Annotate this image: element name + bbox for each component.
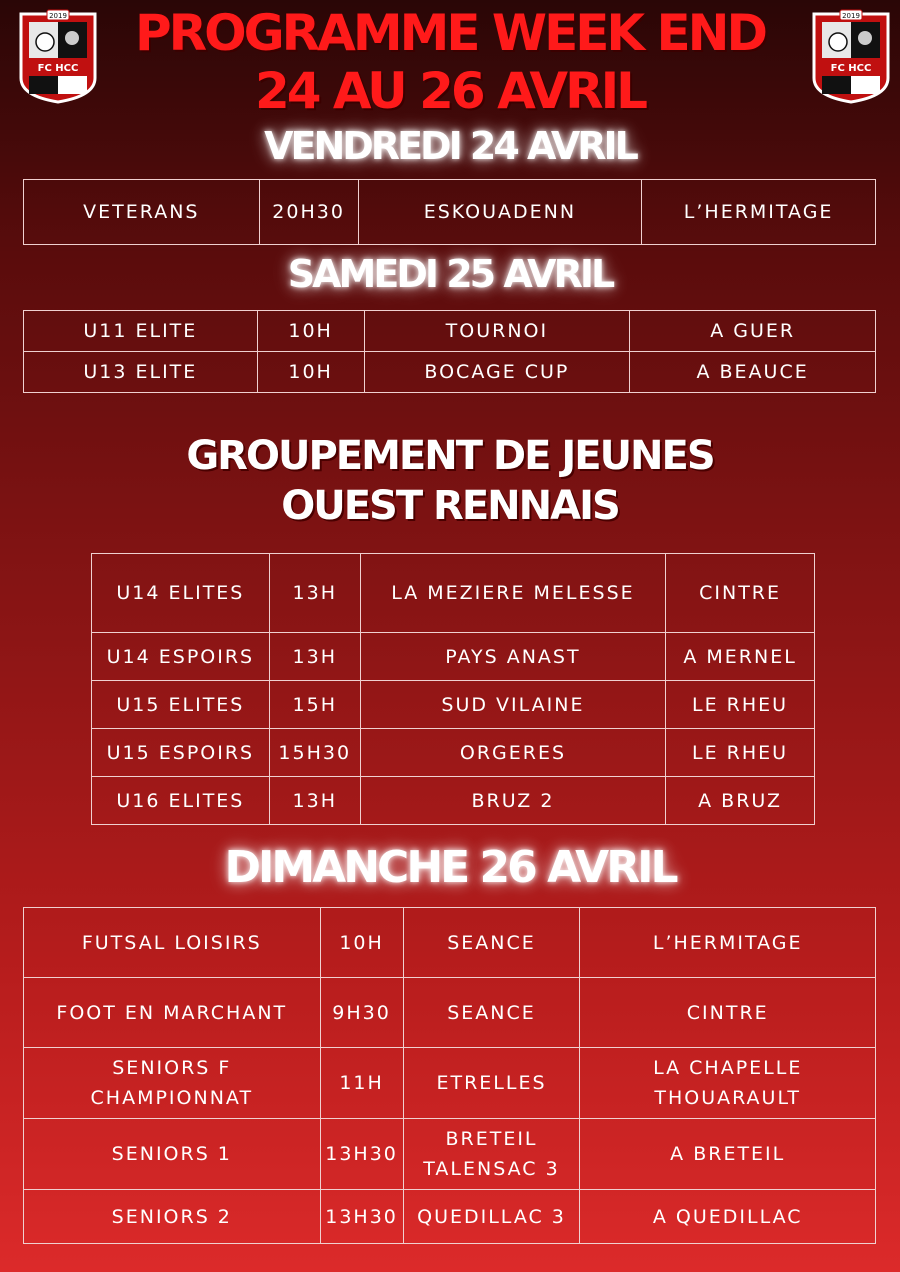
sunday-opponent-cell: QUEDILLAC 3 [403,1190,580,1244]
friday-time-cell: 20H30 [259,180,358,245]
sunday-venue-cell: A QUEDILLAC [580,1190,876,1244]
youth-title-line2: OUEST RENNAIS [281,483,619,529]
saturday-opponent-cell: BOCAGE CUP [364,352,630,393]
youth-team-cell: U14 ESPOIRS [92,633,270,681]
youth-time-cell: 13H [269,777,360,825]
youth-opponent-cell: PAYS ANAST [360,633,665,681]
main-title-line1: PROGRAMME WEEK END [134,4,766,62]
saturday-row [24,311,876,352]
svg-text:FC HCC: FC HCC [830,63,872,74]
sunday-team-cell: SENIORS 1 [24,1119,321,1190]
saturday-table [23,310,876,393]
youth-time-cell: 13H [269,633,360,681]
svg-text:FC HCC: FC HCC [37,63,79,74]
sunday-team-cell: SENIORS F CHAMPIONNAT [24,1048,321,1119]
saturday-venue-cell: A BEAUCE [630,352,876,393]
friday-title: VENDREDI 24 AVRIL [264,124,636,168]
sunday-team-cell: FUTSAL LOISIRS [24,908,321,978]
sunday-team-cell: SENIORS 2 [24,1190,321,1244]
sunday-venue-cell: A BRETEIL [580,1119,876,1190]
sunday-row [24,1048,876,1119]
sunday-opponent-cell: SEANCE [403,908,580,978]
sunday-time-cell: 11H [320,1048,403,1119]
saturday-team-cell: U13 ELITE [24,352,258,393]
sunday-time-cell: 9H30 [320,978,403,1048]
youth-venue-cell: A MERNEL [666,633,815,681]
youth-row [92,633,815,681]
saturday-venue-cell: A GUER [630,311,876,352]
sunday-time-cell: 13H30 [320,1119,403,1190]
sunday-opponent-cell: BRETEIL TALENSAC 3 [403,1119,580,1190]
youth-team-cell: U15 ESPOIRS [92,729,270,777]
saturday-time-cell: 10H [257,352,364,393]
youth-row [92,777,815,825]
saturday-row [24,352,876,393]
friday-table [23,179,876,245]
youth-title-line1: GROUPEMENT DE JEUNES [186,433,714,479]
main-title-line2: 24 AU 26 AVRIL [254,62,646,120]
youth-opponent-cell: LA MEZIERE MELESSE [360,554,665,633]
sunday-time-cell: 13H30 [320,1190,403,1244]
sunday-time-cell: 10H [320,908,403,978]
friday-team-cell: VETERANS [24,180,260,245]
sunday-venue-cell: CINTRE [580,978,876,1048]
youth-time-cell: 15H [269,681,360,729]
youth-venue-cell: LE RHEU [666,681,815,729]
youth-row [92,729,815,777]
youth-time-cell: 13H [269,554,360,633]
youth-team-cell: U16 ELITES [92,777,270,825]
sunday-row [24,1190,876,1244]
youth-opponent-cell: SUD VILAINE [360,681,665,729]
sunday-table [23,907,876,1244]
sunday-venue-cell: L’HERMITAGE [580,908,876,978]
friday-opponent-cell: ESKOUADENN [358,180,642,245]
youth-team-cell: U14 ELITES [92,554,270,633]
friday-venue-cell: L’HERMITAGE [642,180,876,245]
saturday-team-cell: U11 ELITE [24,311,258,352]
youth-venue-cell: CINTRE [666,554,815,633]
friday-row [24,180,876,245]
sunday-opponent-cell: ETRELLES [403,1048,580,1119]
sunday-row [24,908,876,978]
svg-text:2019: 2019 [842,12,860,20]
saturday-time-cell: 10H [257,311,364,352]
youth-opponent-cell: ORGERES [360,729,665,777]
sunday-row [24,1119,876,1190]
sunday-venue-cell: LA CHAPELLE THOUARAULT [580,1048,876,1119]
youth-time-cell: 15H30 [269,729,360,777]
youth-opponent-cell: BRUZ 2 [360,777,665,825]
youth-table [91,553,815,825]
youth-row [92,681,815,729]
saturday-opponent-cell: TOURNOI [364,311,630,352]
saturday-title: SAMEDI 25 AVRIL [287,252,613,296]
youth-venue-cell: LE RHEU [666,729,815,777]
svg-text:2019: 2019 [49,12,67,20]
sunday-opponent-cell: SEANCE [403,978,580,1048]
youth-row [92,554,815,633]
youth-team-cell: U15 ELITES [92,681,270,729]
sunday-title: DIMANCHE 26 AVRIL [224,842,676,893]
youth-venue-cell: A BRUZ [666,777,815,825]
sunday-row [24,978,876,1048]
sunday-team-cell: FOOT EN MARCHANT [24,978,321,1048]
